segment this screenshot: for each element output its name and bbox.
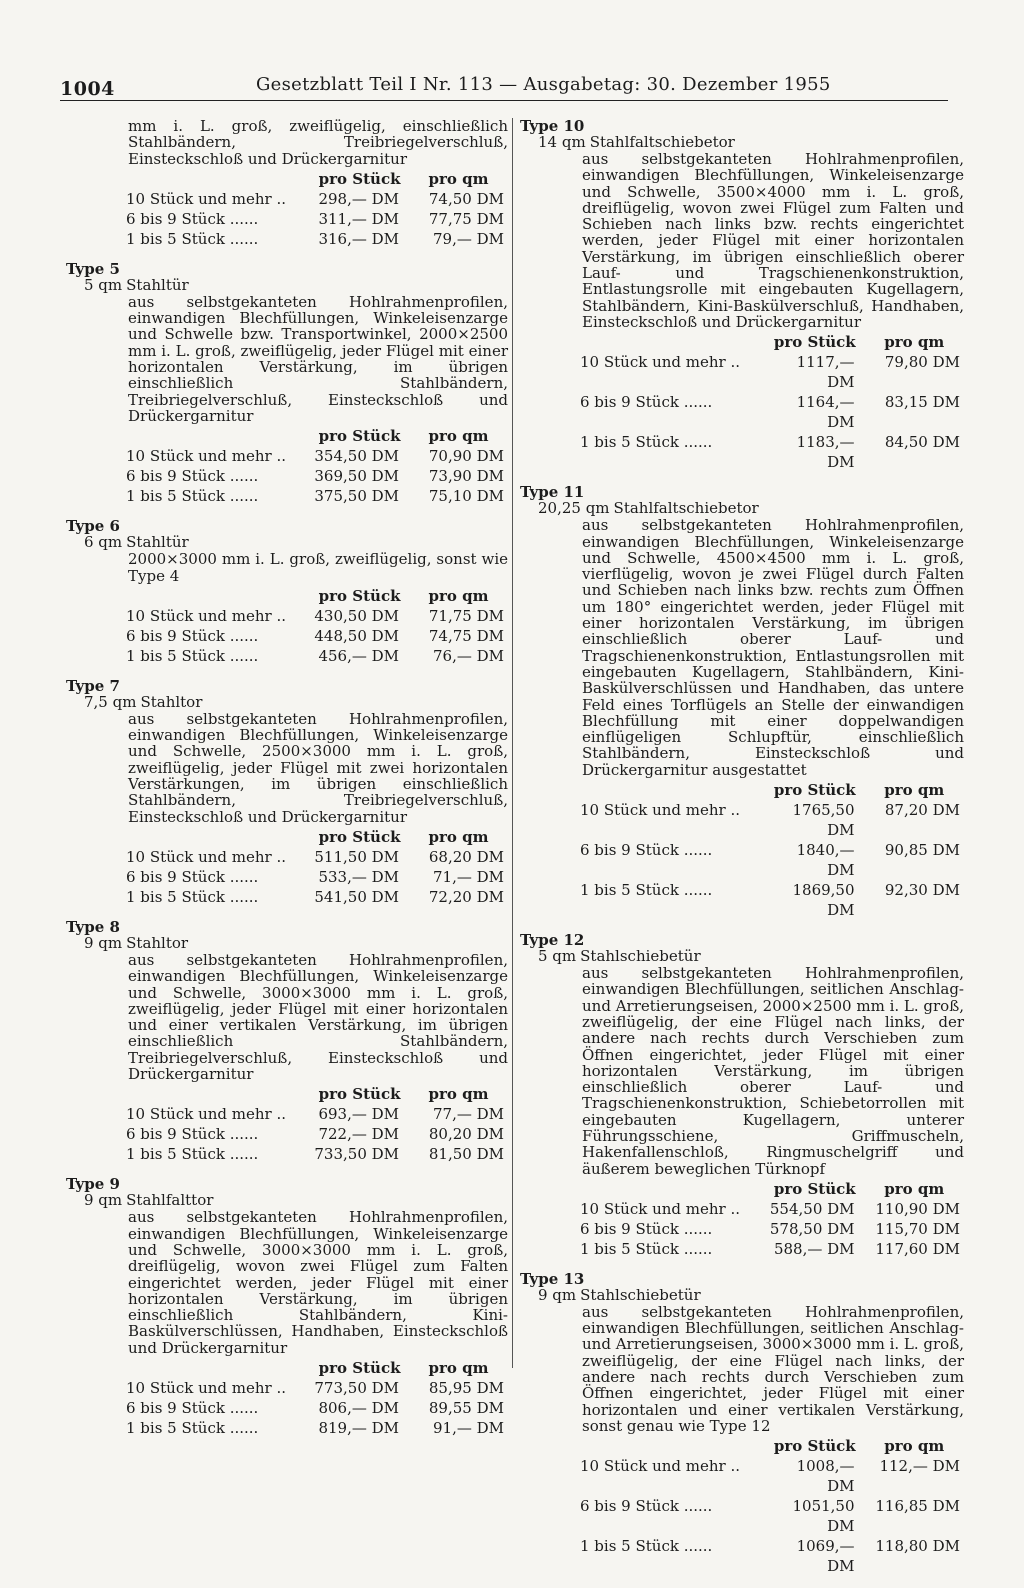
price-row	[126, 486, 508, 506]
price-per-piece: 578,50 DM	[769, 1219, 855, 1238]
header-pro-qm: pro qm	[884, 333, 945, 352]
price-per-qm: 89,55 DM	[428, 1398, 504, 1417]
price-per-qm: 81,50 DM	[428, 1145, 504, 1164]
price-per-piece: 298,— DM	[318, 189, 400, 208]
product-name: Stahltür	[126, 533, 189, 552]
price-row	[126, 847, 508, 867]
price-row	[580, 1536, 964, 1576]
price-table	[126, 586, 508, 666]
type-label: Type 12	[520, 931, 585, 950]
page-header	[60, 74, 948, 101]
price-per-piece: 375,50 DM	[314, 487, 400, 506]
area-value: 14 qm	[538, 133, 586, 151]
entry-description: 2000×3000 mm i. L. groß, zweiflügelig, sonst wie Type 4	[128, 550, 508, 585]
price-per-qm: 90,85 DM	[884, 841, 960, 860]
price-per-piece: 722,— DM	[318, 1125, 400, 1144]
price-per-qm: 117,60 DM	[875, 1239, 960, 1258]
quantity-label: 6 bis 9 Stück ......	[126, 209, 259, 228]
product-name: Stahlfaltschiebetor	[589, 133, 735, 151]
type-label: Type 6	[66, 517, 120, 536]
price-row	[580, 1219, 964, 1239]
header-pro-qm: pro qm	[884, 781, 945, 800]
header-pro-qm: pro qm	[428, 586, 489, 605]
price-table	[126, 1358, 508, 1438]
price-per-qm: 74,75 DM	[428, 626, 504, 645]
price-table-header	[580, 1179, 964, 1199]
quantity-label: 10 Stück und mehr ..	[126, 1378, 287, 1397]
price-per-qm: 71,75 DM	[428, 606, 504, 625]
price-row	[580, 840, 964, 880]
price-row	[126, 1398, 508, 1418]
quantity-label: 6 bis 9 Stück ......	[580, 1219, 713, 1238]
quantity-label: 6 bis 9 Stück ......	[126, 1398, 259, 1417]
quantity-label: 1 bis 5 Stück ......	[580, 433, 713, 452]
left-type-list	[66, 261, 508, 1438]
price-table-header	[126, 586, 508, 606]
price-table-header	[580, 1436, 964, 1456]
price-per-qm: 116,85 DM	[875, 1497, 960, 1516]
price-row	[126, 466, 508, 486]
type-label: Type 11	[520, 483, 585, 502]
right-type-list	[520, 118, 964, 1576]
product-name: Stahlschiebetür	[580, 947, 701, 966]
column-divider	[512, 118, 513, 1368]
quantity-label: 10 Stück und mehr ..	[126, 606, 287, 625]
quantity-label: 10 Stück und mehr ..	[126, 1105, 287, 1124]
type-label: Type 13	[520, 1269, 585, 1288]
price-table	[126, 1084, 508, 1164]
type-entry	[66, 1176, 508, 1438]
type-label: Type 10	[520, 117, 585, 135]
quantity-label: 6 bis 9 Stück ......	[126, 1125, 259, 1144]
price-per-piece: 316,— DM	[318, 229, 400, 248]
product-name: Stahltor	[126, 933, 189, 952]
quantity-label: 10 Stück und mehr ..	[580, 801, 741, 820]
header-pro-qm: pro qm	[428, 427, 489, 446]
price-row	[126, 1144, 508, 1164]
price-per-qm: 79,— DM	[432, 229, 504, 248]
price-per-piece: 511,50 DM	[314, 847, 400, 866]
header-pro-stueck: pro Stück	[773, 333, 856, 352]
type-entry	[66, 261, 508, 506]
price-per-piece: 588,— DM	[773, 1239, 855, 1258]
type-entry	[66, 518, 508, 666]
price-row	[126, 209, 508, 229]
area-value: 9 qm	[84, 933, 123, 952]
entry-description: aus selbstgekanteten Hohlrahmenprofilen, einwandigen Blechfüllungen, seitlichen Anschlag- und Arretierungseisen, 3000×3000 mm i. L. groß, zweiflügelig, der eine Flügel nach links, der andere nach rechts durch Verschieben zum Öffnen eingerichtet, jeder Flügel mit einer horizontalen und einer vertikalen Verstärkung, sonst genau wie Type 12	[582, 1302, 965, 1435]
quantity-label: 1 bis 5 Stück ......	[126, 487, 259, 506]
header-pro-qm: pro qm	[428, 1358, 489, 1377]
quantity-label: 1 bis 5 Stück ......	[126, 229, 259, 248]
price-row	[580, 432, 964, 472]
price-table	[580, 780, 964, 920]
entry-description: aus selbstgekanteten Hohlrahmenprofilen, einwandigen Blechfüllungen, Winkeleisenzarge und Schwelle bzw. Transportwinkel, 2000×2500 mm i. L. groß, zweiflügelig, jeder Flügel mit einer horizontalen Verstärkung, im übrigen einschließlich Stahlbändern, Treibriegelverschluß, Einsteckschloß und Drückergarnitur	[128, 292, 508, 425]
price-per-qm: 85,95 DM	[428, 1378, 504, 1397]
header-pro-stueck: pro Stück	[318, 1358, 401, 1377]
type-heading	[520, 948, 964, 965]
header-pro-stueck: pro Stück	[318, 827, 401, 846]
type-label: Type 5	[66, 259, 120, 278]
type-entry	[66, 678, 508, 907]
price-table	[126, 426, 508, 506]
price-per-qm: 84,50 DM	[884, 433, 960, 452]
price-table-header	[580, 780, 964, 800]
price-per-piece: 733,50 DM	[314, 1145, 400, 1164]
price-per-piece: 1008,— DM	[796, 1457, 855, 1496]
price-per-qm: 75,10 DM	[428, 487, 504, 506]
quantity-label: 6 bis 9 Stück ......	[126, 626, 259, 645]
price-row	[126, 626, 508, 646]
quantity-label: 6 bis 9 Stück ......	[580, 393, 713, 412]
quantity-label: 6 bis 9 Stück ......	[580, 1497, 713, 1516]
price-row	[126, 867, 508, 887]
price-row	[126, 189, 508, 209]
entry-description: aus selbstgekanteten Hohlrahmenprofilen, einwandigen Blechfüllungen, Winkeleisenzarge und Schwelle, 2500×3000 mm i. L. groß, zweiflügelig, jeder Flügel mit zwei horizontalen Verstärkungen, im übrigen einschließlich Stahlbändern, Treibriegelverschluß, Einsteckschloß und Drückergarnitur	[128, 709, 508, 826]
area-value: 5 qm	[84, 275, 123, 294]
price-table-header	[126, 1084, 508, 1104]
price-per-piece: 806,— DM	[318, 1398, 400, 1417]
price-per-piece: 533,— DM	[318, 867, 400, 886]
price-per-piece: 773,50 DM	[314, 1378, 400, 1397]
quantity-label: 10 Stück und mehr ..	[580, 353, 741, 372]
quantity-label: 1 bis 5 Stück ......	[580, 1537, 713, 1556]
price-row	[580, 1496, 964, 1536]
header-pro-stueck: pro Stück	[773, 781, 856, 800]
price-row	[580, 1456, 964, 1496]
type-heading	[520, 1287, 964, 1304]
continuation-entry	[66, 118, 508, 249]
type-heading	[520, 500, 964, 517]
quantity-label: 10 Stück und mehr ..	[580, 1457, 741, 1476]
price-per-piece: 456,— DM	[318, 646, 400, 665]
area-value: 5 qm	[538, 947, 577, 966]
price-per-qm: 92,30 DM	[884, 881, 960, 900]
price-table-header	[126, 169, 508, 189]
entry-description: aus selbstgekanteten Hohlrahmenprofilen, einwandigen Blechfüllungen, Winkeleisenzarge und Schwelle, 3000×3000 mm i. L. groß, dreiflügelig, wovon zwei Flügel zum Falten eingerichtet werden, jeder Flügel mit einer horizontalen Verstärkung, im übrigen einschließlich Stahlbändern, Kini-Baskülverschlüssen, Handhaben, Einsteckschloß und Drückergarnitur	[128, 1208, 508, 1357]
type-label: Type 9	[66, 1175, 120, 1194]
quantity-label: 1 bis 5 Stück ......	[126, 887, 259, 906]
quantity-label: 10 Stück und mehr ..	[126, 189, 287, 208]
price-row	[580, 392, 964, 432]
header-pro-qm: pro qm	[428, 169, 489, 188]
price-row	[126, 446, 508, 466]
page-title: Gesetzblatt Teil I Nr. 113 — Ausgabetag: 30. Dezember 1955	[256, 74, 831, 95]
price-per-piece: 369,50 DM	[314, 467, 400, 486]
product-name: Stahlfaltschiebetor	[613, 499, 759, 518]
header-pro-stueck: pro Stück	[318, 586, 401, 605]
quantity-label: 1 bis 5 Stück ......	[580, 881, 713, 900]
quantity-label: 6 bis 9 Stück ......	[580, 841, 713, 860]
area-value: 6 qm	[84, 533, 123, 552]
price-row	[126, 887, 508, 907]
price-per-piece: 1183,— DM	[796, 433, 855, 472]
price-per-qm: 87,20 DM	[884, 801, 960, 820]
price-per-qm: 71,— DM	[432, 867, 504, 886]
price-table-header	[126, 426, 508, 446]
quantity-label: 1 bis 5 Stück ......	[126, 646, 259, 665]
price-per-piece: 1051,50 DM	[792, 1497, 855, 1536]
price-per-qm: 72,20 DM	[428, 887, 504, 906]
quantity-label: 10 Stück und mehr ..	[126, 447, 287, 466]
entry-description: aus selbstgekanteten Hohlrahmenprofilen, einwandigen Blechfüllungen, Winkeleisenzarge und Schwelle, 4500×4500 mm i. L. groß, vierflügelig, wovon je zwei Flügel durch Falten und Schieben nach links bzw. rechts zum Öffnen um 180° eingerichtet werden, jeder Flügel mit einer horizontalen Verstärkung, im übrigen einschließlich oberer Lauf- und Tragschienenkonstruktion, Entlastungsrollen mit eingebauten Kugellagern, Stahlbändern, Kini-Baskülverschlüssen und Handhaben, das untere Feld eines Torflügels an Stelle der einwandigen Blechfüllung mit einer doppelwandigen einflügeligen Schlupftür, einschließlich Stahlbändern, Einsteckschloß und Drückergarnitur ausgestattet	[582, 516, 964, 779]
type-entry	[520, 932, 964, 1259]
page-number: 1004	[60, 78, 115, 100]
product-name: Stahltor	[140, 692, 203, 711]
type-label: Type 7	[66, 676, 120, 695]
header-pro-stueck: pro Stück	[318, 1085, 401, 1104]
quantity-label: 10 Stück und mehr ..	[580, 1199, 741, 1218]
quantity-label: 10 Stück und mehr ..	[126, 847, 287, 866]
price-row	[580, 1239, 964, 1259]
header-pro-stueck: pro Stück	[318, 427, 401, 446]
price-table-header	[580, 332, 964, 352]
price-per-qm: 68,20 DM	[428, 847, 504, 866]
header-pro-qm: pro qm	[428, 827, 489, 846]
price-per-qm: 110,90 DM	[875, 1199, 960, 1218]
type-heading	[66, 1192, 508, 1209]
entry-description: aus selbstgekanteten Hohlrahmenprofilen, einwandigen Blechfüllungen, Winkeleisenzarge und Schwelle, 3500×4000 mm i. L. groß, dreiflügelig, wovon zwei Flügel zum Falten und Schieben nach links bzw. rechts eingerichtet werden, jeder Flügel mit einer horizontalen Verstärkung, im übrigen einschließlich oberer Lauf- und Tragschienenkonstruktion, Entlastungsrolle mit eingebauten Kugellagern, Stahlbändern, Kini-Baskülverschluß, Handhaben, Einsteckschloß und Drückergarnitur	[582, 150, 964, 331]
price-per-piece: 693,— DM	[318, 1105, 400, 1124]
price-per-qm: 112,— DM	[879, 1457, 960, 1476]
price-table-header	[126, 827, 508, 847]
price-table	[126, 827, 508, 907]
price-per-piece: 430,50 DM	[314, 606, 400, 625]
price-row	[580, 880, 964, 920]
price-per-qm: 74,50 DM	[428, 189, 504, 208]
entry-description: aus selbstgekanteten Hohlrahmenprofilen, einwandigen Blechfüllungen, Winkeleisenzarge und Schwelle, 3000×3000 mm i. L. groß, zweiflügelig, jeder Flügel mit einer horizontalen und einer vertikalen Verstärkung, im übrigen einschließlich Stahlbändern, Treibriegelverschluß, Einsteckschloß und Drückergarnitur	[128, 950, 508, 1084]
area-value: 7,5 qm	[84, 692, 137, 711]
price-row	[580, 800, 964, 840]
right-column	[520, 118, 964, 1588]
product-name: Stahlschiebetür	[580, 1285, 701, 1304]
header-pro-stueck: pro Stück	[318, 169, 401, 188]
price-table	[580, 332, 964, 472]
type-heading	[520, 134, 964, 151]
header-pro-qm: pro qm	[884, 1437, 945, 1456]
price-per-piece: 1869,50 DM	[792, 881, 855, 920]
price-row	[126, 1124, 508, 1144]
price-per-piece: 541,50 DM	[314, 887, 400, 906]
price-row	[126, 1418, 508, 1438]
entry-description: aus selbstgekanteten Hohlrahmenprofilen, einwandigen Blechfüllungen, seitlichen Anschlag- und Arretierungseisen, 2000×2500 mm i. L. groß, zweiflügelig, der eine Flügel nach links, der andere nach rechts durch Verschieben zum Öffnen eingerichtet, jeder Flügel mit einer horizontalen Verstärkung, im übrigen einschließlich oberer Lauf- und Tragschienenkonstruktion, Schiebetorrollen mit eingebauten Kugellagern, unterer Führungsschiene, Griffmuscheln, Hakenfallenschloß, Ringmuschelgriff und äußerem beweglichen Türknopf	[582, 964, 965, 1178]
price-per-qm: 115,70 DM	[875, 1219, 960, 1238]
price-row	[126, 646, 508, 666]
price-per-qm: 91,— DM	[432, 1418, 504, 1437]
price-row	[126, 1378, 508, 1398]
area-value: 9 qm	[538, 1285, 577, 1304]
price-per-piece: 819,— DM	[318, 1418, 400, 1437]
quantity-label: 6 bis 9 Stück ......	[126, 467, 259, 486]
entry-description: mm i. L. groß, zweiflügelig, einschließlich Stahlbändern, Treibriegelverschluß, Einsteckschloß und Drückergarnitur	[128, 117, 508, 168]
header-pro-stueck: pro Stück	[773, 1179, 856, 1198]
product-name: Stahltür	[126, 275, 189, 294]
price-per-piece: 311,— DM	[318, 209, 400, 228]
price-per-piece: 1069,— DM	[796, 1537, 855, 1576]
quantity-label: 1 bis 5 Stück ......	[580, 1239, 713, 1258]
price-per-piece: 448,50 DM	[314, 626, 400, 645]
quantity-label: 1 bis 5 Stück ......	[126, 1418, 259, 1437]
type-heading	[66, 935, 508, 952]
header-pro-qm: pro qm	[428, 1085, 489, 1104]
price-row	[580, 1199, 964, 1219]
price-row	[126, 606, 508, 626]
price-table	[580, 1436, 964, 1576]
type-heading	[66, 277, 508, 294]
price-row	[126, 229, 508, 249]
price-row	[126, 1104, 508, 1124]
price-per-qm: 70,90 DM	[428, 447, 504, 466]
price-per-qm: 73,90 DM	[428, 467, 504, 486]
price-per-qm: 77,— DM	[432, 1105, 504, 1124]
price-per-qm: 118,80 DM	[875, 1537, 960, 1556]
price-per-piece: 554,50 DM	[769, 1199, 855, 1218]
quantity-label: 6 bis 9 Stück ......	[126, 867, 259, 886]
area-value: 9 qm	[84, 1191, 123, 1210]
header-pro-stueck: pro Stück	[773, 1437, 856, 1456]
price-per-qm: 76,— DM	[432, 646, 504, 665]
type-entry	[520, 118, 964, 472]
price-per-qm: 83,15 DM	[884, 393, 960, 412]
price-per-qm: 79,80 DM	[884, 353, 960, 372]
type-heading	[66, 694, 508, 711]
area-value: 20,25 qm	[538, 499, 610, 518]
type-label: Type 8	[66, 917, 120, 936]
price-table	[126, 169, 508, 249]
type-entry	[520, 484, 964, 920]
price-per-piece: 1765,50 DM	[792, 801, 855, 840]
quantity-label: 1 bis 5 Stück ......	[126, 1145, 259, 1164]
left-column	[66, 118, 508, 1450]
price-per-piece: 1164,— DM	[796, 393, 855, 432]
price-per-piece: 1840,— DM	[796, 841, 855, 880]
price-row	[580, 352, 964, 392]
price-per-piece: 354,50 DM	[314, 447, 400, 466]
product-name: Stahlfalttor	[126, 1191, 214, 1210]
type-entry	[520, 1271, 964, 1576]
price-per-qm: 77,75 DM	[428, 209, 504, 228]
type-entry	[66, 919, 508, 1164]
header-pro-qm: pro qm	[884, 1179, 945, 1198]
price-per-piece: 1117,— DM	[796, 353, 855, 392]
price-per-qm: 80,20 DM	[428, 1125, 504, 1144]
type-heading	[66, 534, 508, 551]
price-table-header	[126, 1358, 508, 1378]
price-table	[580, 1179, 964, 1259]
